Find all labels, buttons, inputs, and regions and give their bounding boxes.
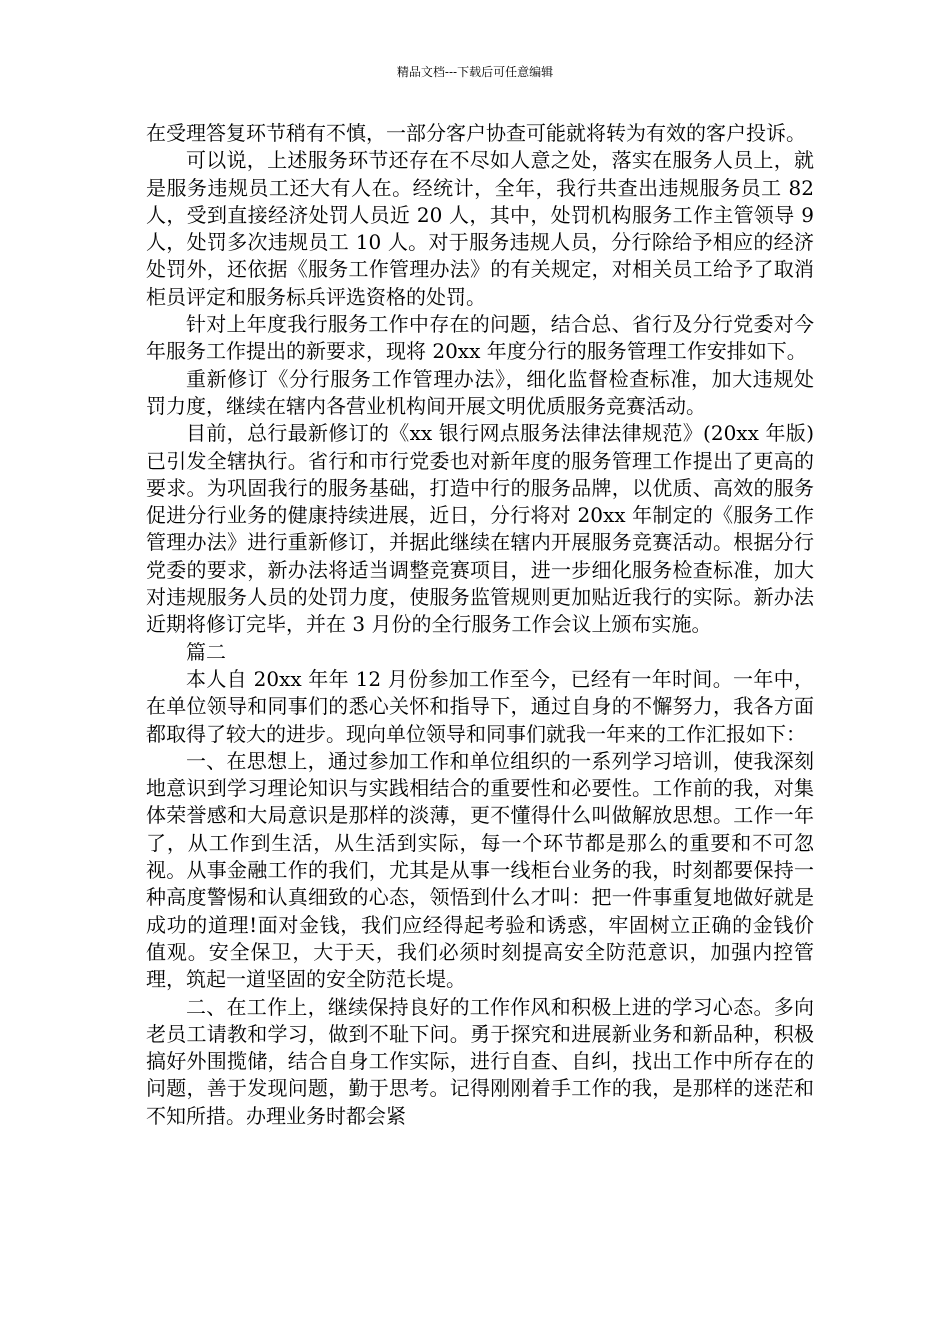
document-body [146,120,814,1130]
paragraph-revise-measures: 重新修订《分行服务工作管理办法》，细化监督检查标准，加大违规处罚力度，继续在辖内各营业机构间开展文明优质服务竞赛活动。 [146,366,814,418]
paragraph-continued: 在受理答复环节稍有不慎，一部分客户协查可能就将转为有效的客户投诉。 [146,121,806,145]
paragraph-intro: 本人自 20xx 年年 12 月份参加工作至今，已经有一年时间。一年中，在单位领导和同事们的悉心关怀和指导下，通过自身的不懈努力，我各方面都取得了较大的进步。现向单位领导和同事们就我一年来的工作汇报如下： [146,666,814,746]
paragraph-current-status: 目前，总行最新修订的《xx 银行网点服务法律法律规范》(20xx 年版)已引发全辖执行。省行和市行党委也对新年度的服务管理工作提出了更高的要求。为巩固我行的服务基础，打造中行的服务品牌，以优质、高效的服务促进分行业务的健康持续进展，近日，分行将对 20xx 年制定的《服务工作管理办法》进行重新修订，并据此继续在辖内开展服务竞赛活动。根据分行党委的要求，新办法将适当调整竞赛项目，进一步细化服务检查标准，加大对违规服务人员的处罚力度，使服务监管规则更加贴近我行的实际。新办法近期将修订完毕，并在 3 月份的全行服务工作会议上颁布实施。 [146,421,814,637]
paragraph-service-violations: 可以说，上述服务环节还存在不尽如人意之处，落实在服务人员上，就是服务违规员工还大有人在。经统计，全年，我行共查出违规服务员工 82 人，受到直接经济处罚人员近 20 人，其中，处罚机构服务工作主管领导 9 人，处罚多次违规员工 10 人。对于服务违规人员，分行除给予相应的经济处罚外，还依据《服务工作管理办法》的有关规定，对相关员工给予了取消柜员评定和服务标兵评选资格的处罚。 [146,148,814,309]
section-heading: 篇二 [186,639,226,664]
page-header: 精品文档---下载后可任意编辑 [396,65,554,79]
paragraph-thought: 一、在思想上，通过参加工作和单位组织的一系列学习培训，使我深刻地意识到学习理论知识与实践相结合的重要性和必要性。工作前的我，对集体荣誉感和大局意识是那样的淡薄，更不懂得什么叫做解放思想。工作一年了，从工作到生活，从生活到实际，每一个环节都是那么的重要和不可忽视。从事金融工作的我们，尤其是从事一线柜台业务的我，时刻都要保持一种高度警惕和认真细致的心态，领悟到什么才叫：把一件事重复地做好就是成功的道理!面对金钱，我们应经得起考验和诱惑，牢固树立正确的金钱价值观。安全保卫，大于天，我们必须时刻提高安全防范意识，加强内控管理，筑起一道坚固的安全防范长堤。 [146,748,814,992]
paragraph-work-plan: 针对上年度我行服务工作中存在的问题，结合总、省行及分行党委对今年服务工作提出的新要求，现将 20xx 年度分行的服务管理工作安排如下。 [146,312,814,364]
paragraph-work: 二、在工作上，继续保持良好的工作作风和积极上进的学习心态。多向老员工请教和学习，做到不耻下问。勇于探究和进展新业务和新品种，积极搞好外围揽储，结合自身工作实际，进行自查、自纠，找出工作中所存在的问题，善于发现问题，勤于思考。记得刚刚着手工作的我，是那样的迷茫和不知所措。办理业务时都会紧 [146,994,814,1128]
